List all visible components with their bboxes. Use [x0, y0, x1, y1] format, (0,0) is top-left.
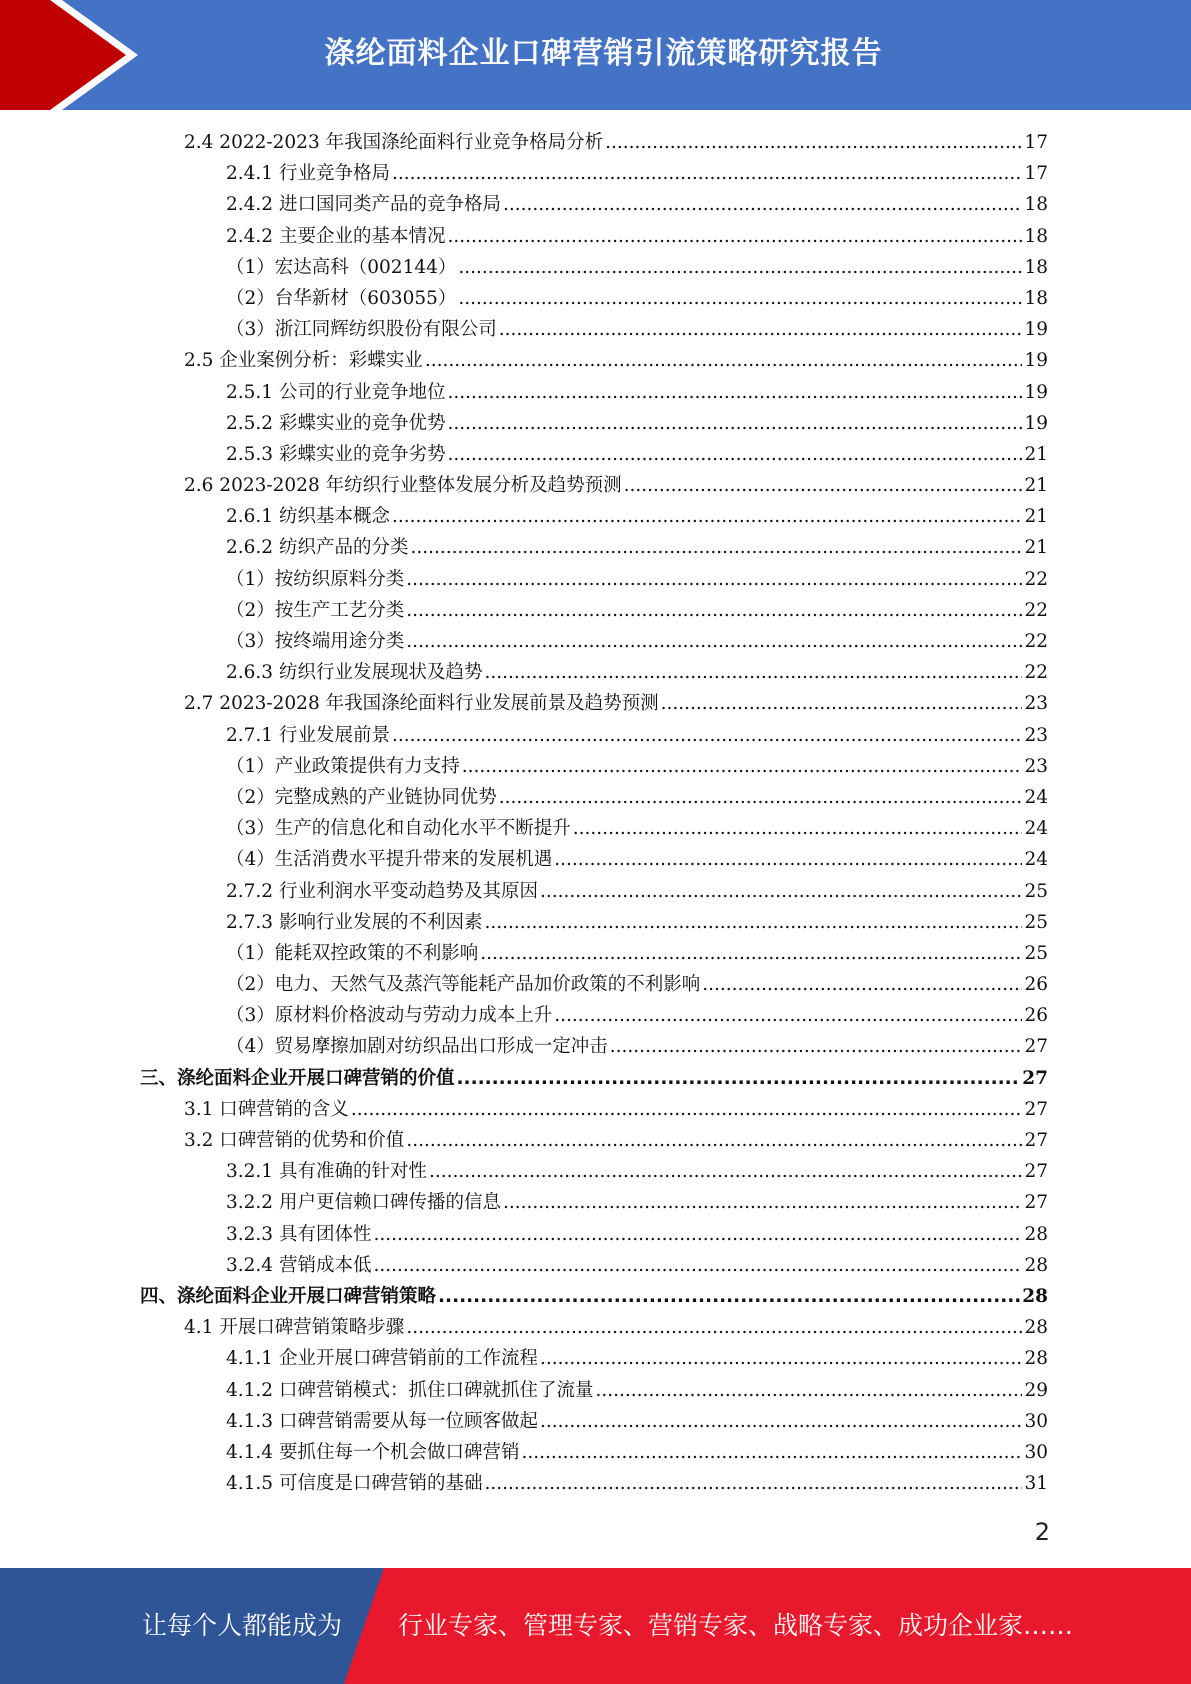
toc-entry[interactable]: [140, 626, 1048, 657]
toc-entry[interactable]: [140, 813, 1048, 844]
toc-dot-leader: [406, 595, 1022, 626]
page-number: 2: [1034, 1518, 1050, 1546]
toc-entry[interactable]: [140, 564, 1048, 595]
toc-entry-page: 25: [1024, 880, 1048, 902]
toc-entry-page: 27: [1024, 1098, 1048, 1120]
toc-entry[interactable]: [140, 377, 1048, 408]
toc-dot-leader: [429, 1156, 1022, 1187]
toc-entry-page: 30: [1024, 1410, 1048, 1432]
toc-entry-title: 2.7.1 行业发展前景: [226, 724, 390, 746]
document-title: 涤纶面料企业口碑营销引流策略研究报告: [324, 36, 883, 71]
toc-entry-page: 18: [1024, 287, 1048, 309]
toc-dot-leader: [392, 158, 1022, 189]
toc-entry[interactable]: [140, 1156, 1048, 1187]
toc-dot-leader: [499, 314, 1023, 345]
toc-entry-page: 24: [1024, 849, 1048, 871]
toc-entry[interactable]: [140, 189, 1048, 220]
toc-entry[interactable]: [140, 1094, 1048, 1125]
toc-entry-page: 31: [1024, 1473, 1048, 1495]
toc-dot-leader: [499, 782, 1023, 813]
toc-entry[interactable]: [140, 252, 1048, 283]
toc-entry-title: （4）生活消费水平提升带来的发展机遇: [226, 849, 553, 871]
toc-entry-title: （1）按纺织原料分类: [226, 568, 405, 590]
toc-entry-title: 2.6.2 纺织产品的分类: [226, 537, 409, 559]
header-banner: [0, 0, 1191, 110]
toc-entry-page: 25: [1024, 942, 1048, 964]
toc-entry-page: 29: [1024, 1379, 1048, 1401]
toc-dot-leader: [480, 938, 1022, 969]
toc-entry-page: 24: [1024, 786, 1048, 808]
toc-entry-title: 2.6.1 纺织基本概念: [226, 506, 390, 528]
toc-dot-leader: [392, 720, 1022, 751]
toc-dot-leader: [484, 907, 1022, 938]
toc-dot-leader: [458, 252, 1022, 283]
toc-entry[interactable]: [140, 1000, 1048, 1031]
toc-entry-title: 三、涤纶面料企业开展口碑营销的价值: [140, 1067, 455, 1089]
toc-dot-leader: [457, 1063, 1021, 1094]
toc-dot-leader: [595, 1375, 1022, 1406]
toc-entry-title: （1）能耗双控政策的不利影响: [226, 942, 479, 964]
toc-entry[interactable]: [140, 751, 1048, 782]
toc-entry[interactable]: [140, 1468, 1048, 1499]
toc-dot-leader: [554, 1000, 1022, 1031]
toc-entry[interactable]: [140, 1406, 1048, 1437]
toc-dot-leader: [447, 221, 1022, 252]
toc-entry-page: 22: [1024, 662, 1048, 684]
footer-slogan-right: 行业专家、管理专家、营销专家、战略专家、成功企业家……: [398, 1611, 1074, 1640]
toc-entry[interactable]: [140, 657, 1048, 688]
toc-entry[interactable]: [140, 688, 1048, 719]
toc-entry-title: 四、涤纶面料企业开展口碑营销策略: [140, 1285, 437, 1307]
toc-dot-leader: [484, 1468, 1022, 1499]
toc-entry-title: （2）完整成熟的产业链协同优势: [226, 786, 497, 808]
toc-entry-page: 17: [1024, 163, 1048, 185]
toc-entry-page: 23: [1024, 693, 1048, 715]
toc-entry-page: 28: [1024, 1223, 1048, 1245]
toc-entry-page: 22: [1024, 568, 1048, 590]
toc-entry-page: 28: [1024, 1317, 1048, 1339]
toc-entry-title: 3.2.2 用户更信赖口碑传播的信息: [226, 1192, 501, 1214]
toc-dot-leader: [447, 408, 1022, 439]
toc-entry[interactable]: [140, 501, 1048, 532]
toc-entry[interactable]: [140, 470, 1048, 501]
toc-dot-leader: [373, 1250, 1022, 1281]
toc-entry[interactable]: [140, 408, 1048, 439]
toc-entry-title: 4.1 开展口碑营销策略步骤: [184, 1317, 405, 1339]
toc-entry-title: 2.4.2 进口国同类产品的竞争格局: [226, 194, 501, 216]
toc-dot-leader: [406, 1312, 1022, 1343]
toc-entry-page: 18: [1024, 225, 1048, 247]
toc-dot-leader: [438, 1281, 1020, 1312]
toc-dot-leader: [351, 1094, 1023, 1125]
toc-entry-page: 28: [1022, 1285, 1048, 1307]
toc-entry[interactable]: [140, 969, 1048, 1000]
toc-entry[interactable]: [140, 844, 1048, 875]
toc-dot-leader: [605, 127, 1022, 158]
toc-entry-title: 3.1 口碑营销的含义: [184, 1098, 349, 1120]
toc-entry[interactable]: [140, 876, 1048, 907]
toc-dot-leader: [624, 470, 1023, 501]
toc-entry[interactable]: [140, 907, 1048, 938]
toc-entry[interactable]: [140, 1312, 1048, 1343]
footer-banner: [0, 1568, 1191, 1684]
toc-entry-title: 2.4.2 主要企业的基本情况: [226, 225, 446, 247]
toc-entry-page: 19: [1024, 381, 1048, 403]
toc-entry-title: 2.7 2023-2028 年我国涤纶面料行业发展前景及趋势预测: [184, 693, 659, 715]
toc-dot-leader: [410, 532, 1022, 563]
toc-entry-page: 27: [1024, 1130, 1048, 1151]
toc-entry-title: 2.7.3 影响行业发展的不利因素: [226, 911, 483, 933]
toc-entry-page: 19: [1024, 412, 1048, 434]
toc-entry-title: 2.6.3 纺织行业发展现状及趋势: [226, 662, 483, 684]
toc-entry-title: 2.4.1 行业竞争格局: [226, 163, 390, 185]
toc-entry-title: 4.1.4 要抓住每一个机会做口碑营销: [226, 1441, 520, 1463]
toc-entry-page: 27: [1024, 1192, 1048, 1214]
toc-entry-title: 4.1.3 口碑营销需要从每一位顾客做起: [226, 1410, 538, 1432]
toc-entry-page: 27: [1024, 1036, 1048, 1058]
toc-entry-page: 21: [1024, 537, 1048, 559]
toc-dot-leader: [406, 626, 1022, 657]
toc-dot-leader: [447, 377, 1022, 408]
toc-entry-title: 2.5.1 公司的行业竞争地位: [226, 381, 446, 403]
toc-entry-title: （1）宏达高科（002144）: [226, 256, 457, 278]
toc-entry[interactable]: [140, 1187, 1048, 1218]
toc-entry-page: 23: [1024, 724, 1048, 746]
toc-dot-leader: [610, 1031, 1023, 1062]
toc-entry[interactable]: [140, 158, 1048, 189]
toc-dot-leader: [373, 1219, 1022, 1250]
toc-entry-title: 2.6 2023-2028 年纺织行业整体发展分析及趋势预测: [184, 475, 622, 497]
toc-entry[interactable]: [140, 345, 1048, 376]
toc-entry-title: （2）台华新材（603055）: [226, 287, 457, 309]
toc-dot-leader: [540, 876, 1022, 907]
table-of-contents: [140, 127, 1048, 1499]
toc-entry-title: 2.7.2 行业利润水平变动趋势及其原因: [226, 880, 538, 902]
toc-entry-title: （3）原材料价格波动与劳动力成本上升: [226, 1005, 553, 1027]
toc-entry[interactable]: [140, 782, 1048, 813]
toc-dot-leader: [554, 844, 1022, 875]
toc-entry-title: 2.5 企业案例分析：彩蝶实业: [184, 350, 423, 372]
toc-entry[interactable]: [140, 127, 1048, 158]
toc-entry-title: 3.2.4 营销成本低: [226, 1254, 372, 1276]
toc-entry[interactable]: [140, 1281, 1048, 1312]
toc-entry-page: 21: [1024, 506, 1048, 528]
toc-entry[interactable]: [140, 1031, 1048, 1062]
toc-dot-leader: [540, 1343, 1022, 1374]
toc-entry-page: 26: [1024, 974, 1048, 996]
toc-entry-page: 28: [1024, 1348, 1048, 1370]
toc-dot-leader: [521, 1437, 1022, 1468]
toc-entry[interactable]: [140, 1250, 1048, 1281]
toc-entry[interactable]: [140, 532, 1048, 563]
toc-entry-page: 25: [1024, 911, 1048, 933]
toc-entry-page: 19: [1024, 319, 1048, 341]
toc-dot-leader: [661, 688, 1023, 719]
toc-entry-title: （2）电力、天然气及蒸汽等能耗产品加价政策的不利影响: [226, 974, 701, 996]
toc-entry-title: 3.2.3 具有团体性: [226, 1223, 372, 1245]
toc-entry-title: 2.4 2022-2023 年我国涤纶面料行业竞争格局分析: [184, 132, 604, 153]
toc-entry[interactable]: [140, 1219, 1048, 1250]
toc-entry-title: （3）按终端用途分类: [226, 631, 405, 652]
toc-entry-page: 27: [1024, 1161, 1048, 1183]
toc-entry-title: 3.2.1 具有准确的针对性: [226, 1161, 427, 1183]
toc-entry-page: 22: [1024, 631, 1048, 652]
toc-dot-leader: [406, 564, 1022, 595]
toc-dot-leader: [573, 813, 1023, 844]
toc-entry-title: （4）贸易摩擦加剧对纺织品出口形成一定冲击: [226, 1036, 608, 1058]
toc-entry[interactable]: [140, 1063, 1048, 1094]
toc-entry-title: 4.1.2 口碑营销模式：抓住口碑就抓住了流量: [226, 1379, 594, 1401]
toc-entry-page: 24: [1024, 818, 1048, 840]
toc-entry-page: 18: [1024, 256, 1048, 278]
toc-entry-page: 17: [1024, 132, 1048, 153]
toc-entry-page: 30: [1024, 1441, 1048, 1463]
toc-entry-title: 4.1.5 可信度是口碑营销的基础: [226, 1473, 483, 1495]
toc-entry-title: 2.5.2 彩蝶实业的竞争优势: [226, 412, 446, 434]
toc-entry[interactable]: [140, 1437, 1048, 1468]
toc-entry-page: 18: [1024, 194, 1048, 216]
toc-dot-leader: [503, 1187, 1022, 1218]
toc-entry-title: 3.2 口碑营销的优势和价值: [184, 1130, 405, 1151]
toc-dot-leader: [462, 751, 1023, 782]
toc-entry-page: 28: [1024, 1254, 1048, 1276]
toc-entry[interactable]: [140, 439, 1048, 470]
toc-dot-leader: [540, 1406, 1022, 1437]
toc-entry-page: 19: [1024, 350, 1048, 372]
toc-entry-page: 21: [1024, 443, 1048, 465]
toc-entry-page: 22: [1024, 599, 1048, 621]
toc-entry-title: 4.1.1 企业开展口碑营销前的工作流程: [226, 1348, 538, 1370]
toc-entry-page: 26: [1024, 1005, 1048, 1027]
toc-entry[interactable]: [140, 1343, 1048, 1374]
toc-entry-title: （3）生产的信息化和自动化水平不断提升: [226, 818, 571, 840]
toc-entry[interactable]: [140, 1125, 1048, 1156]
toc-entry[interactable]: [140, 283, 1048, 314]
toc-entry[interactable]: [140, 221, 1048, 252]
toc-entry[interactable]: [140, 720, 1048, 751]
toc-entry-page: 21: [1024, 475, 1048, 497]
toc-dot-leader: [503, 189, 1022, 220]
toc-entry-page: 23: [1024, 755, 1048, 777]
footer-slogan-left: 让每个人都能成为: [142, 1611, 343, 1640]
toc-entry-title: （1）产业政策提供有力支持: [226, 755, 460, 777]
toc-dot-leader: [425, 345, 1023, 376]
toc-entry-title: 2.5.3 彩蝶实业的竞争劣势: [226, 443, 446, 465]
toc-entry[interactable]: [140, 314, 1048, 345]
toc-dot-leader: [702, 969, 1022, 1000]
toc-entry[interactable]: [140, 595, 1048, 626]
toc-entry[interactable]: [140, 1375, 1048, 1406]
toc-dot-leader: [406, 1125, 1022, 1156]
toc-dot-leader: [447, 439, 1022, 470]
toc-dot-leader: [458, 283, 1022, 314]
toc-entry[interactable]: [140, 938, 1048, 969]
toc-entry-page: 27: [1022, 1067, 1048, 1089]
toc-dot-leader: [392, 501, 1022, 532]
toc-entry-title: （2）按生产工艺分类: [226, 599, 405, 621]
toc-entry-title: （3）浙江同辉纺织股份有限公司: [226, 319, 497, 341]
toc-dot-leader: [484, 657, 1022, 688]
